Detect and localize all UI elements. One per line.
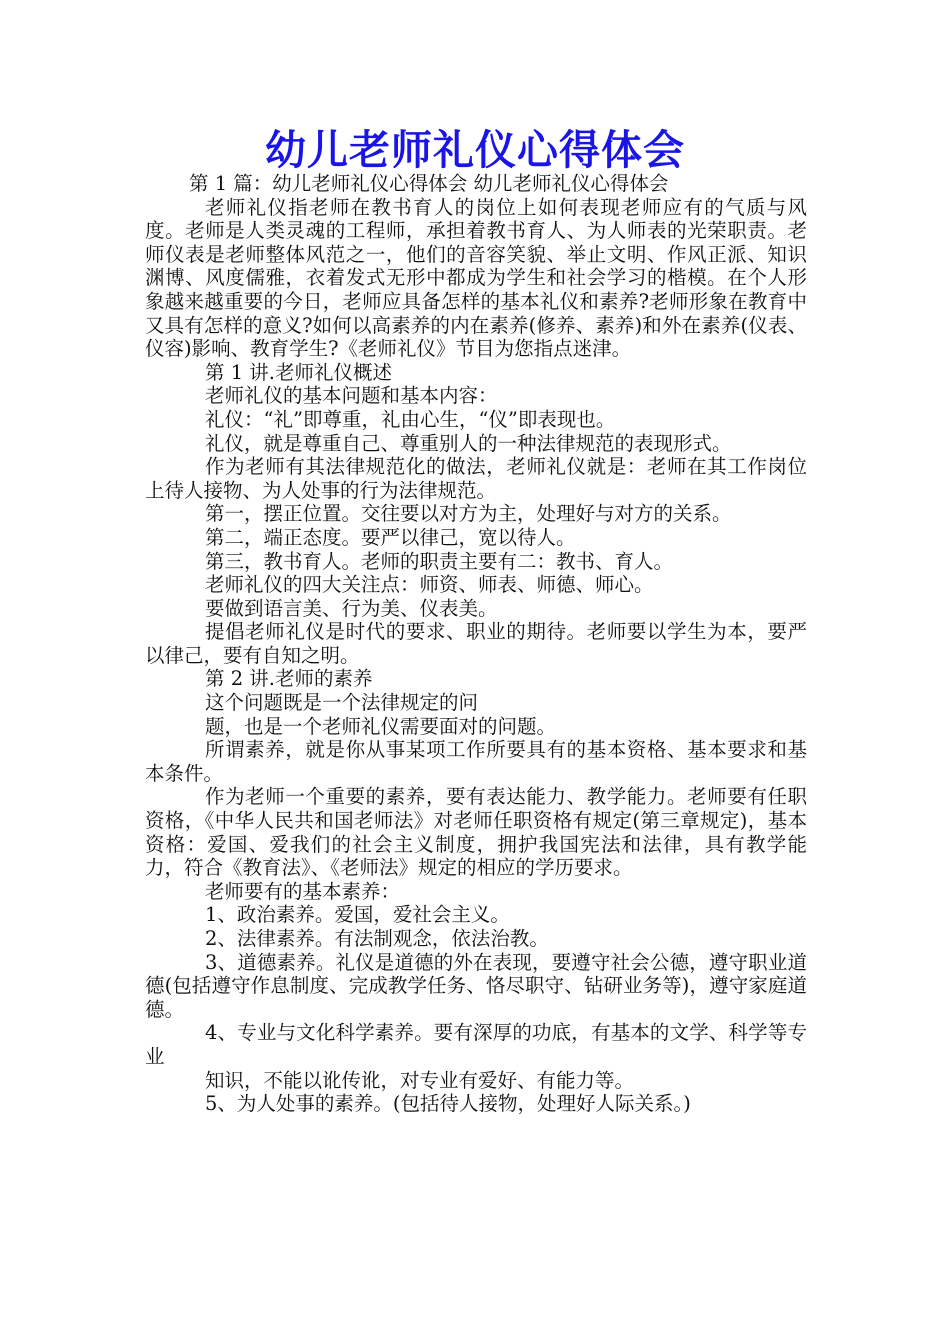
paragraph: 1、政治素养。爱国，爱社会主义。: [205, 903, 510, 927]
paragraph: 作为老师有其法律规范化的做法，老师礼仪就是：老师在其工作岗位上待人接物、为人处事的行为法律规范。: [145, 455, 807, 502]
paragraph: 所谓素养，就是你从事某项工作所要具有的基本资格、基本要求和基本条件。: [145, 738, 807, 785]
paragraph: 礼仪，就是尊重自己、尊重别人的一种法律规范的表现形式。: [205, 431, 732, 455]
paragraph: 作为老师一个重要的素养，要有表达能力、教学能力。老师要有任职资格，《中华人民共和国老师法》对老师任职资格有规定(第三章规定)，基本资格：爱国、爱我们的社会主义制度，拥护我国宪法和法律，具有教学能力，符合《教育法》、《老师法》规定的相应的学历要求。: [145, 785, 807, 880]
paragraph: 这个问题既是一个法律规定的问: [205, 691, 479, 715]
paragraph: 礼仪：“礼”即尊重，礼由心生，“仪”即表现也。: [205, 407, 616, 431]
paragraph: 题，也是一个老师礼仪需要面对的问题。: [205, 714, 557, 738]
paragraph: 第一，摆正位置。交往要以对方为主，处理好与对方的关系。: [205, 502, 732, 526]
paragraph: 老师礼仪的四大关注点：师资、师表、师德、师心。: [205, 573, 654, 597]
paragraph: 提倡老师礼仪是时代的要求、职业的期待。老师要以学生为本，要严以律己，要有自知之明。: [145, 620, 807, 667]
paragraph: 第 1 篇：幼儿老师礼仪心得体会 幼儿老师礼仪心得体会: [189, 172, 669, 195]
paragraph: 第二，端正态度。要严以律己，宽以待人。: [205, 525, 576, 549]
paragraph: 3、道德素养。礼仪是道德的外在表现，要遵守社会公德，遵守职业道德(包括遵守作息制度、完成教学任务、恪尽职守、钻研业务等)，遵守家庭道德。: [145, 950, 807, 1021]
paragraph: 要做到语言美、行为美、仪表美。: [205, 596, 498, 620]
document-title: 幼儿老师礼仪心得体会: [265, 126, 685, 174]
paragraph: 第三，教书育人。老师的职责主要有二：教书、育人。: [205, 549, 674, 573]
paragraph: 5、为人处事的素养。(包括待人接物，处理好人际关系。): [205, 1092, 691, 1116]
paragraph: 老师礼仪指老师在教书育人的岗位上如何表现老师应有的气质与风度。老师是人类灵魂的工程师，承担着教书育人、为人师表的光荣职责。老师仪表是老师整体风范之一，他们的音容笑貌、举止文明、作风正派、知识渊博、风度儒雅，衣着发式无形中都成为学生和社会学习的楷模。在个人形象越来越重要的今日，老师应具备怎样的基本礼仪和素养?老师形象在教育中又具有怎样的意义?如何以高素养的内在素养(修养、素养)和外在素养(仪表、仪容)影响、教育学生?《老师礼仪》节目为您指点迷津。: [145, 195, 807, 361]
paragraph: 2、法律素养。有法制观念，依法治教。: [205, 927, 549, 950]
paragraph: 老师要有的基本素养：: [205, 879, 401, 903]
paragraph: 知识，不能以讹传讹，对专业有爱好、有能力等。: [205, 1068, 635, 1092]
paragraph: 4、专业与文化科学素养。要有深厚的功底，有基本的文学、科学等专业: [145, 1021, 807, 1068]
document-body: [145, 172, 807, 1116]
paragraph: 第 2 讲.老师的素养: [205, 667, 373, 691]
paragraph: 老师礼仪的基本问题和基本内容：: [205, 384, 498, 408]
paragraph: 第 1 讲.老师礼仪概述: [205, 360, 393, 384]
